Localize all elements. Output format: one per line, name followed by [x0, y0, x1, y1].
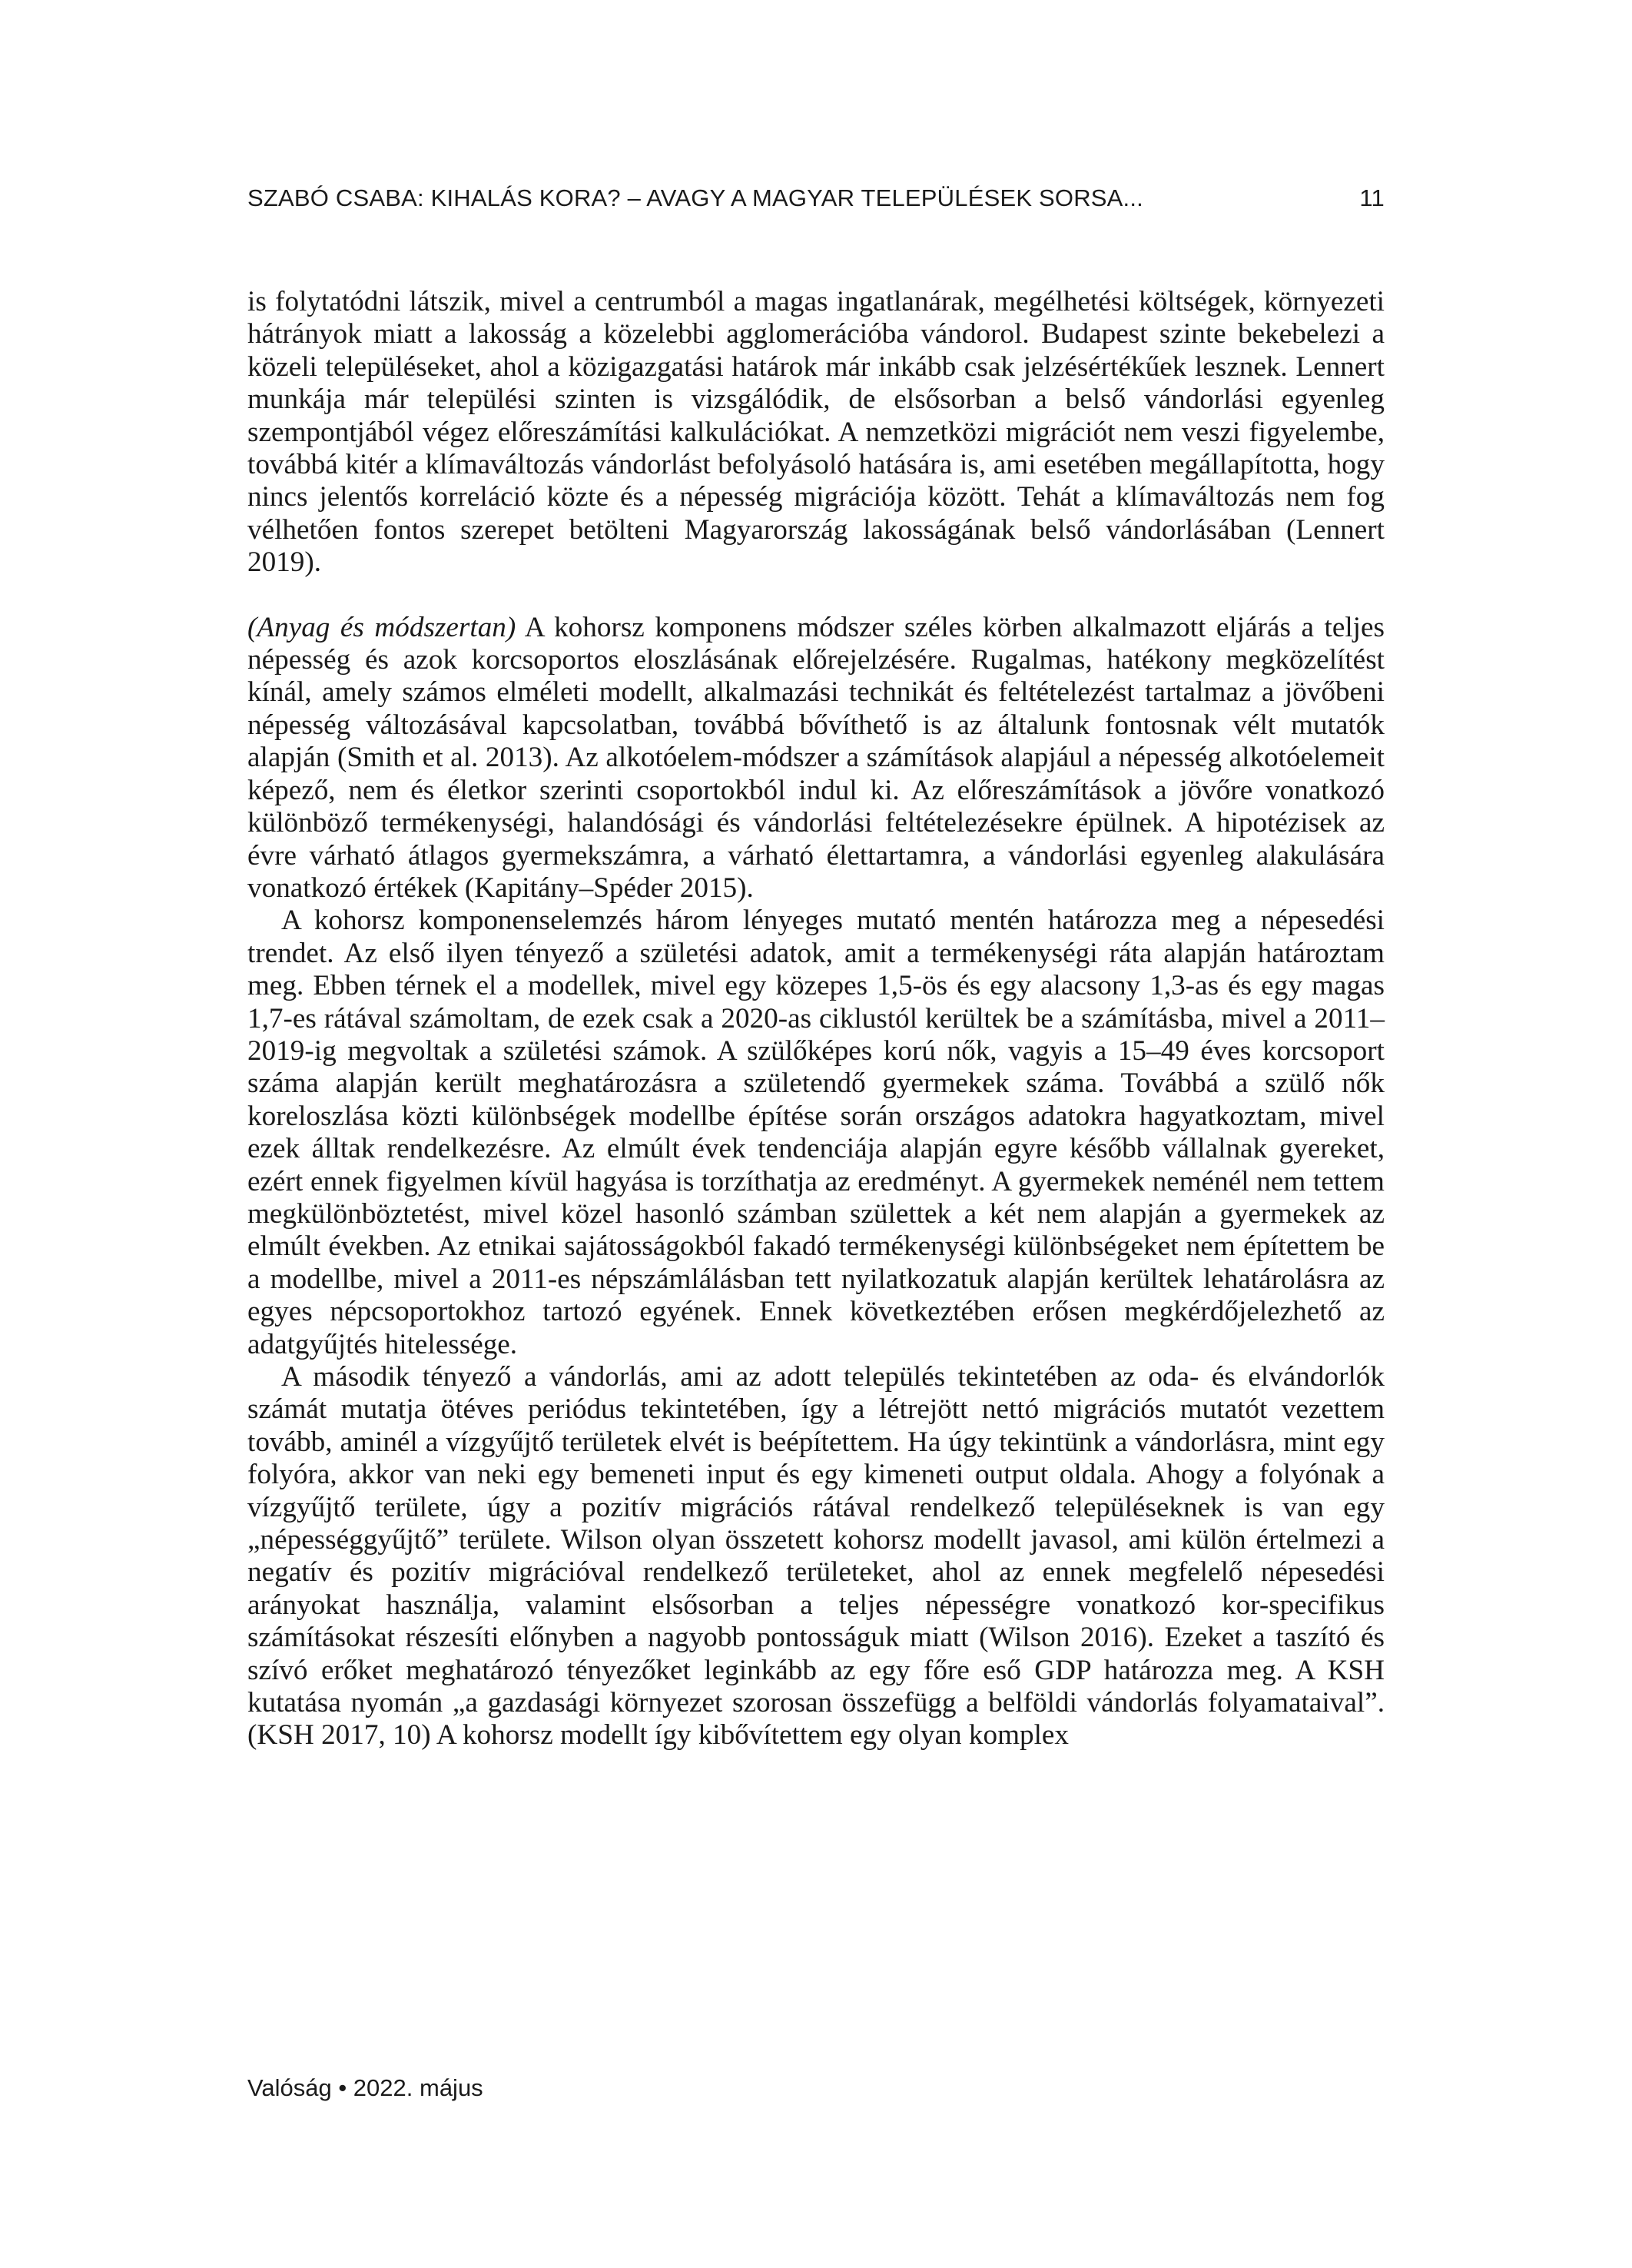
page-number: 11 — [1359, 184, 1385, 211]
paragraph-3: A kohorsz komponenselemzés három lényeges mutató mentén határozza meg a népesedési trendet. Az első ilyen tényező a születési adatok, amit a termékenységi ráta alapján határoztam meg. Ebben térnek el a modellek, mivel egy közepes 1,5-ös és egy alacsony 1,3-as és egy magas 1,7-es rátával számoltam, de ezek csak a 2020-as ciklustól kerültek be a számításba, mivel a 2011–2019-ig megvoltak a születési számok. A szülőképes korú nők, vagyis a 15–49 éves korcsoport száma alapján került meghatározásra a születendő gyermekek száma. Továbbá a szülő nők koreloszlása közti különbségek modellbe építése során országos adatokra hagyatkoztam, mivel ezek álltak rendelkezésre. Az elmúlt évek tendenciája alapján egyre később vállalnak gyereket, ezért ennek figyelmen kívül hagyása is torzíthatja az eredményt. A gyermekek neménél nem tettem megkülönböztetést, mivel közel hasonló számban születtek a két nem alapján a gyermekek az elmúlt években. Az etnikai sajátosságokból fakadó termékenységi különbségeket nem építettem be a modellbe, mivel a 2011-es népszámlálásban tett nyilatkozatuk alapján kerültek lehatárolásra az egyes népcsoportokhoz tartozó egyének. Ennek következtében erősen megkérdőjelezhető az adatgyűjtés hitelessége. — [247, 905, 1385, 1360]
paragraph-4: A második tényező a vándorlás, ami az adott település tekintetében az oda- és elvándorlók számát mutatja ötéves periódus tekintetében, így a létrejött nettó migrációs mutatót vezettem tovább, aminél a vízgyűjtő területek elvét is beépítettem. Ha úgy tekintünk a vándorlásra, mint egy folyóra, akkor van neki egy bemeneti input és egy kimeneti output oldala. Ahogy a folyónak a vízgyűjtő területe, úgy a pozitív migrációs rátával rendelkező településeknek is van egy „népességgyűjtő” területe. Wilson olyan összetett kohorsz modellt javasol, ami külön értelmezi a negatív és pozitív migrációval rendelkező területeket, ahol az ennek megfelelő népesedési arányokat használja, valamint elsősorban a teljes népességre vonatkozó kor-specifikus számításokat részesíti előnyben a nagyobb pontosságuk miatt (Wilson 2016). Ezeket a taszító és szívó erőket meghatározó tényezőket leginkább az egy főre eső GDP határozza meg. A KSH kutatása nyomán „a gazdasági környezet szorosan összefügg a belföldi vándorlás folyamataival”. (KSH 2017, 10) A kohorsz modellt így kibővítettem egy olyan komplex — [247, 1361, 1385, 1752]
running-head — [247, 184, 1385, 221]
section-label-methodology: (Anyag és módszertan) — [247, 611, 516, 643]
paragraph-2 — [247, 612, 1385, 905]
paragraph-2-text: A kohorsz komponens módszer széles körben alkalmazott eljárás a teljes népesség és azok korcsoportos eloszlásának előrejelzésére. Rugalmas, hatékony megközelítést kínál, amely számos elméleti modellt, alkalmazási technikát és feltételezést tartalmaz a jövőbeni népesség változásával kapcsolatban, továbbá bővíthető is az általunk fontosnak vélt mutatók alapján (Smith et al. 2013). Az alkotóelem-módszer a számítások alapjául a népesség alkotóelemeit képező, nem és életkor szerinti csoportokból indul ki. Az előreszámítások a jövőre vonatkozó különböző termékenységi, halandósági és vándorlási feltételezésekre épülnek. A hipotézisek az évre várható átlagos gyermekszámra, a várható élettartamra, a vándorlási egyenleg alakulására vonatkozó értékek (Kapitány–Spéder 2015). — [247, 611, 1385, 904]
running-head-title: SZABÓ CSABA: KIHALÁS KORA? – AVAGY A MAGYAR TELEPÜLÉSEK SORSA... — [247, 184, 1143, 211]
page-footer: Valóság • 2022. május — [247, 2074, 483, 2101]
article-body — [247, 286, 1385, 1752]
paragraph-1: is folytatódni látszik, mivel a centrumból a magas ingatlanárak, megélhetési költségek, környezeti hátrányok miatt a lakosság a közelebbi agglomerációba vándorol. Budapest szinte bekebelezi a közeli településeket, ahol a közigazgatási határok már inkább csak jelzésértékűek lesznek. Lennert munkája már települési szinten is vizsgálódik, de elsősorban a belső vándorlási egyenleg szempontjából végez előreszámítási kalkulációkat. A nemzetközi migrációt nem veszi figyelembe, továbbá kitér a klímaváltozás vándorlást befolyásoló hatására is, ami esetében megállapította, hogy nincs jelentős korreláció közte és a népesség migrációja között. Tehát a klímaváltozás nem fog vélhetően fontos szerepet betölteni Magyarország lakosságának belső vándorlásában (Lennert 2019). — [247, 286, 1385, 579]
